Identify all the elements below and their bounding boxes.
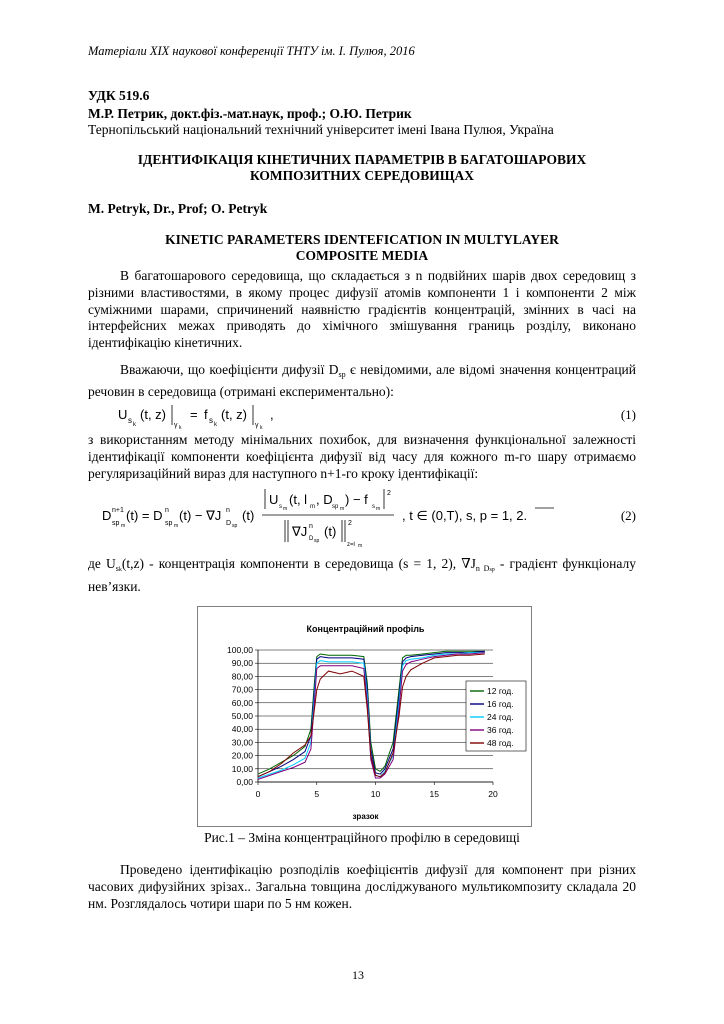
- page-header: Матеріали XIX наукової конференції ТНТУ ім. І. Пулюя, 2016: [88, 44, 415, 58]
- svg-text:s: s: [209, 416, 213, 425]
- title-ua-line2: КОМПОЗИТНИХ СЕРЕДОВИЩАХ: [249, 168, 475, 183]
- svg-text:s: s: [279, 504, 282, 510]
- y-tick-label: 10,00: [231, 763, 253, 774]
- equation-1-number: (1): [620, 407, 636, 422]
- title-ua-line1: ІДЕНТИФІКАЦІЯ КІНЕТИЧНИХ ПАРАМЕТРІВ В БАГАТОШАРОВИХ: [137, 152, 587, 167]
- svg-text:n: n: [309, 523, 313, 530]
- svg-text:sp: sp: [332, 504, 339, 510]
- svg-text:sp: sp: [314, 538, 320, 544]
- equation-2-number: (2): [620, 508, 636, 523]
- svg-text:=: =: [190, 407, 198, 422]
- svg-text:m: m: [310, 504, 315, 510]
- paragraph-2-rest: є невідомими, але відомі значення концентраций речовин в середовища (отримані експериментально):: [88, 362, 636, 399]
- x-tick-label: 15: [429, 789, 439, 799]
- paragraph-2: [88, 362, 636, 401]
- svg-text:n: n: [226, 507, 230, 514]
- svg-text:k: k: [133, 422, 136, 428]
- concentration-profile-chart: [198, 607, 531, 826]
- equation-2-formula: [102, 484, 572, 548]
- svg-text:, t ∈ (0,T), s, p = 1, 2.: , t ∈ (0,T), s, p = 1, 2.: [402, 508, 528, 523]
- svg-text:D: D: [309, 536, 314, 542]
- svg-text:k: k: [214, 422, 217, 428]
- svg-text:,: ,: [270, 407, 274, 422]
- x-tick-label: 10: [370, 789, 381, 799]
- svg-text:m: m: [358, 543, 363, 548]
- svg-text:s: s: [372, 504, 375, 510]
- svg-text:D: D: [102, 508, 112, 523]
- affiliation: Тернопільський національний технічний університет імені Івана Пулюя, Україна: [88, 122, 554, 137]
- paragraph-4: [88, 556, 636, 596]
- svg-text:m: m: [174, 523, 179, 529]
- y-tick-label: 60,00: [231, 697, 253, 708]
- svg-text:(t): (t): [324, 524, 337, 539]
- paragraph-5: Проведено ідентифікацію розподілів коефіцієнтів дифузії для компонент при різних часових дифузійних зрізах.. Загальна товщина досліджуваного мультикомпозиту складала 20 нм. Розглядалось чотири шари по 5 нм кожен.: [88, 862, 636, 911]
- legend-entry-2: 16 год.: [487, 699, 514, 709]
- svg-text:(t, l: (t, l: [289, 492, 308, 507]
- x-tick-label: 5: [314, 789, 320, 799]
- title-en-line1: KINETIC PARAMETERS IDENTEFICATION IN MULTYLAYER: [165, 232, 559, 247]
- authors-ukrainian: М.Р. Петрик, докт.фіз.-мат.наук, проф.; О.Ю. Петрик: [88, 106, 412, 121]
- svg-text:(t) = D: (t) = D: [126, 508, 163, 523]
- chart-title: Концентраційний профіль: [306, 624, 425, 634]
- svg-text:f: f: [204, 407, 208, 422]
- svg-text:n: n: [165, 507, 169, 514]
- svg-text:∇J: ∇J: [292, 524, 308, 539]
- svg-text:, D: , D: [316, 492, 333, 507]
- x-axis-label: зразок: [352, 812, 379, 821]
- paragraph-4-part-a: де U: [88, 556, 116, 571]
- svg-text:(t, z): (t, z): [140, 407, 166, 422]
- equation-1-formula: [118, 403, 318, 431]
- svg-text:m: m: [121, 523, 126, 529]
- svg-text:sp: sp: [112, 520, 120, 527]
- equation-2: [88, 484, 636, 548]
- figure-caption: Рис.1 – Зміна концентраційного профілю в середовищі: [204, 830, 520, 845]
- series-line-5: [258, 654, 485, 777]
- svg-text:k: k: [260, 425, 263, 431]
- svg-text:n+1: n+1: [112, 507, 124, 514]
- title-english: [88, 232, 636, 264]
- y-tick-label: 40,00: [231, 724, 253, 735]
- y-tick-label: 30,00: [231, 737, 253, 748]
- svg-text:) − f: ) − f: [345, 492, 368, 507]
- svg-text:sp: sp: [165, 520, 173, 527]
- paragraph-4-part-c: - градієнт функціоналу нев’язки.: [88, 556, 636, 594]
- legend-entry-4: 36 год.: [487, 725, 514, 735]
- svg-text:U: U: [118, 407, 128, 422]
- svg-text:s: s: [128, 416, 132, 425]
- paragraph-2-text: Вважаючи, що коефіцієнти дифузії D: [120, 362, 339, 377]
- paragraph-4-sub-sk: sk: [115, 564, 122, 573]
- svg-text:m: m: [376, 506, 381, 512]
- y-tick-label: 0,00: [236, 777, 253, 787]
- paragraph-2-sub: sp: [338, 370, 346, 379]
- y-tick-label: 100,00: [227, 645, 253, 655]
- page-number: 13: [352, 968, 364, 982]
- svg-text:D: D: [226, 520, 232, 527]
- svg-text:sp: sp: [232, 523, 238, 529]
- authors-english: M. Petryk, Dr., Prof; O. Petryk: [88, 201, 268, 216]
- x-tick-label: 0: [255, 789, 261, 799]
- paragraph-3: з використанням методу мінімальних похибок, для визначення функціональної залежності ідентифікації компоненти коефіцієнта дифузії від часу для кожного m-го шару отримаємо регуляризаційний вираз для наступного n+1-го кроку ідентифікації:: [88, 432, 636, 481]
- svg-text:2: 2: [348, 520, 352, 527]
- paragraph-1: В багатошарового середовища, що складається з n подвійних шарів двох середовищ з різними властивостями, в якому процес дифузії атомів компоненти 1 і компоненти 2 між суміжними шарами, спричинений наявністю градієнтів концентрацій, змінних в часі на інтерфейсних межах приводять до хімічного змішування границь розділу, виконано ідентифікацію кінетичних.: [88, 268, 636, 351]
- title-ukrainian: [88, 152, 636, 184]
- chart-frame: [197, 606, 532, 827]
- y-tick-label: 50,00: [231, 711, 253, 721]
- udk-code: УДК 519.6: [88, 88, 150, 103]
- legend-entry-5: 48 год.: [487, 738, 514, 748]
- svg-text:γ: γ: [174, 422, 178, 429]
- svg-text:k: k: [179, 425, 182, 431]
- title-en-line2: COMPOSITE MEDIA: [295, 248, 429, 263]
- paragraph-4-part-b: (t,z) - концентрація компоненти в середовища (s = 1, 2), ∇J: [121, 556, 476, 571]
- svg-text:z=l: z=l: [347, 542, 355, 548]
- y-tick-label: 70,00: [231, 684, 253, 695]
- y-tick-label: 20,00: [231, 750, 253, 761]
- svg-text:m: m: [283, 506, 288, 512]
- y-tick-label: 90,00: [231, 658, 253, 669]
- x-tick-label: 20: [488, 789, 498, 799]
- svg-text:(t, z): (t, z): [221, 407, 247, 422]
- paragraph-4-sub-d: n Dsp: [475, 564, 495, 573]
- equation-1: [88, 403, 636, 431]
- legend-entry-3: 24 год.: [487, 712, 514, 722]
- svg-text:U: U: [269, 492, 279, 507]
- svg-text:2: 2: [387, 490, 391, 497]
- y-tick-label: 80,00: [231, 671, 253, 682]
- svg-text:γ: γ: [255, 422, 259, 429]
- svg-text:(t) − ∇J: (t) − ∇J: [179, 508, 222, 523]
- svg-text:(t): (t): [242, 508, 255, 523]
- svg-text:m: m: [340, 506, 345, 512]
- legend-entry-1: 12 год.: [487, 686, 514, 696]
